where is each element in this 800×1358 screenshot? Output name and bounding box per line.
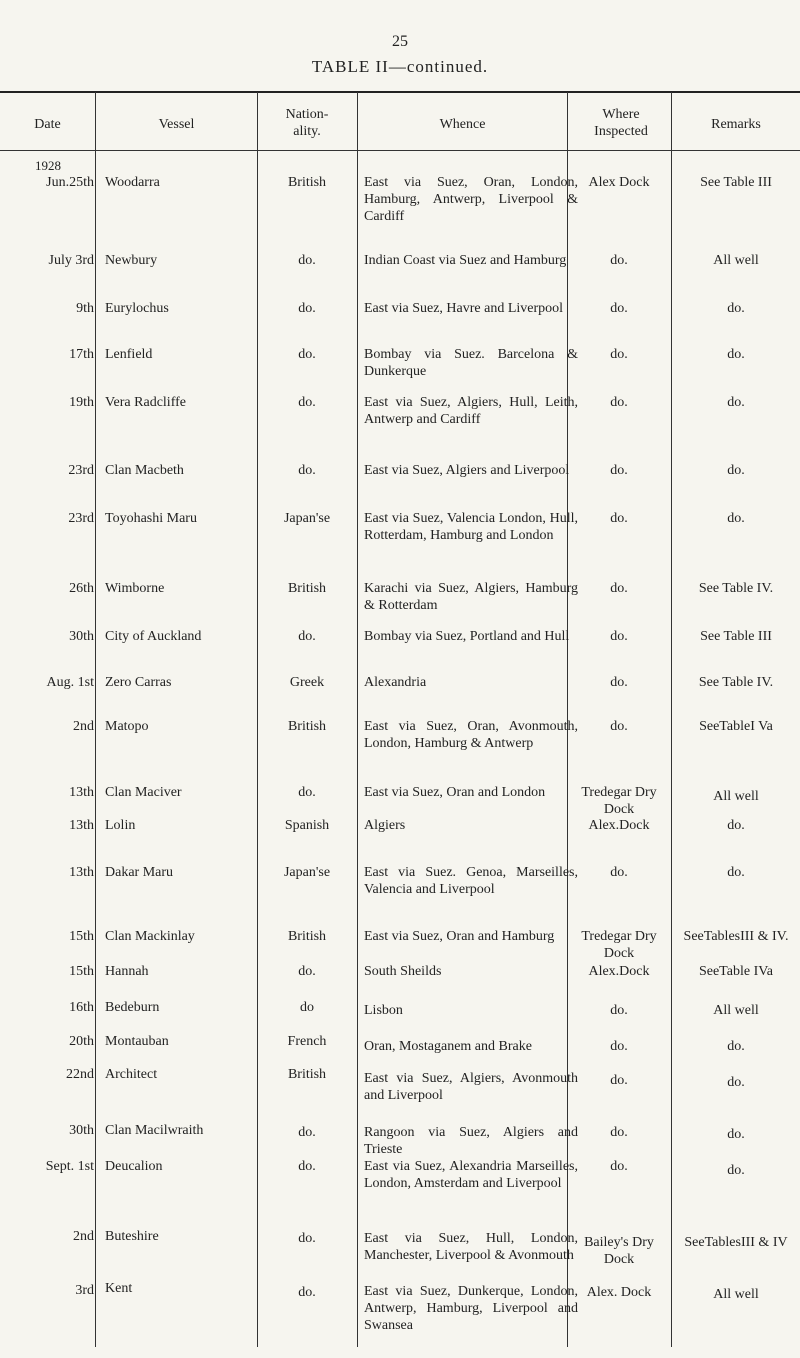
cell-where-inspected: do.	[610, 347, 628, 362]
cell-nationality: Greek	[289, 675, 325, 690]
cell-vessel: Zero Carras	[105, 675, 172, 690]
cell-vessel: Vera Radcliffe	[105, 395, 186, 410]
cell-vessel: Lenfield	[105, 347, 153, 362]
cell-vessel: Eurylochus	[105, 301, 169, 316]
cell-date: 9th	[76, 301, 94, 316]
cell-nationality: do.	[298, 1231, 316, 1246]
cell-where-inspected: Alex.Dock	[588, 818, 650, 833]
cell-where-inspected: Alex. Dock	[586, 1285, 652, 1300]
cell-where-inspected: do.	[610, 1073, 628, 1088]
cell-date: 3rd	[75, 1283, 94, 1298]
cell-date: 16th	[69, 1000, 94, 1015]
cell-remarks: See Table III	[700, 629, 772, 644]
cell-remarks: All well	[713, 1003, 759, 1018]
cell-where-inspected: do.	[610, 301, 628, 316]
cell-date: 20th	[69, 1034, 94, 1049]
cell-remarks: All well	[713, 253, 759, 268]
cell-where-inspected: Alex.Dock	[588, 964, 650, 979]
cell-vessel: Montauban	[105, 1034, 169, 1049]
cell-whence: Rangoon via Suez, Algiers and Trieste	[364, 1125, 578, 1157]
cell-remarks: do.	[727, 1163, 745, 1178]
cell-whence: East via Suez, Algiers, Hull, Leith, Antwerp and Cardiff	[364, 395, 578, 427]
cell-remarks: SeeTablesIII & IV	[684, 1235, 788, 1250]
cell-remarks: SeeTablesIII & IV.	[683, 929, 789, 944]
cell-date: 13th	[69, 865, 94, 880]
cell-where-inspected: do.	[610, 865, 628, 880]
cell-where-inspected: do.	[610, 581, 628, 596]
cell-date: 19th	[69, 395, 94, 410]
cell-remarks: do.	[727, 818, 745, 833]
cell-remarks: do.	[727, 301, 745, 316]
cell-vessel: Dakar Maru	[105, 865, 174, 880]
cell-whence: Karachi via Suez, Algiers, Hamburg & Rotterdam	[364, 581, 578, 613]
cell-nationality: Japan'se	[283, 511, 331, 526]
cell-whence: East via Suez, Oran, Avonmouth, London, Hamburg & Antwerp	[364, 719, 578, 751]
cell-remarks: SeeTableI Va	[699, 719, 773, 734]
column-divider	[95, 92, 96, 1347]
cell-nationality: British	[287, 1067, 327, 1082]
cell-whence: Bombay via Suez. Barcelona & Dunkerque	[364, 347, 578, 379]
cell-vessel: Clan Macilwraith	[105, 1123, 204, 1138]
cell-remarks: do.	[727, 865, 745, 880]
cell-vessel: Buteshire	[105, 1229, 159, 1244]
cell-vessel: Matopo	[105, 719, 149, 734]
cell-date: 17th	[69, 347, 94, 362]
cell-where-inspected: do.	[610, 1159, 628, 1174]
cell-nationality: do.	[298, 629, 316, 644]
cell-whence: Indian Coast via Suez and Hamburg	[364, 253, 567, 268]
cell-date: 15th	[69, 929, 94, 944]
cell-nationality: do.	[298, 301, 316, 316]
cell-remarks: do.	[727, 1075, 745, 1090]
cell-where-inspected: do.	[610, 463, 628, 478]
page-number: 25	[392, 33, 408, 50]
cell-nationality: do.	[298, 463, 316, 478]
cell-date: 30th	[69, 1123, 94, 1138]
cell-whence: Bombay via Suez, Portland and Hull	[364, 629, 570, 644]
cell-whence: Lisbon	[364, 1003, 403, 1018]
cell-whence: East via Suez. Genoa, Marseilles, Valencia and Liverpool	[364, 865, 578, 897]
cell-remarks: See Table IV.	[698, 675, 774, 690]
cell-date: Jun.25th	[46, 175, 94, 190]
cell-remarks: do.	[727, 511, 745, 526]
page-title: TABLE II—continued.	[311, 57, 489, 76]
cell-nationality: Spanish	[284, 818, 330, 833]
cell-whence: Alexandria	[364, 675, 427, 690]
cell-whence: East via Suez, Havre and Liverpool	[364, 301, 564, 316]
column-divider	[357, 92, 358, 1347]
cell-whence: East via Suez, Oran, London, Hamburg, Antwerp, Liverpool & Cardiff	[364, 175, 578, 224]
cell-where-inspected: do.	[610, 253, 628, 268]
cell-remarks: SeeTable IVa	[698, 964, 774, 979]
cell-remarks: All well	[713, 1287, 759, 1302]
cell-whence: Algiers	[364, 818, 406, 833]
cell-nationality: British	[287, 581, 327, 596]
cell-date: 26th	[69, 581, 94, 596]
cell-date: 23rd	[68, 511, 94, 526]
cell-vessel: City of Auckland	[105, 629, 202, 644]
column-header-date: Date	[34, 117, 61, 132]
cell-whence: East via Suez, Algiers, Avonmouth and Liverpool	[364, 1071, 578, 1103]
cell-nationality: French	[287, 1034, 327, 1049]
cell-nationality: British	[287, 719, 327, 734]
cell-nationality: do.	[298, 785, 316, 800]
cell-vessel: Woodarra	[105, 175, 160, 190]
column-header-nationality: Nation- ality.	[285, 107, 329, 139]
cell-vessel: Clan Maciver	[105, 785, 182, 800]
cell-remarks: See Table III	[700, 175, 772, 190]
cell-nationality: do.	[298, 1159, 316, 1174]
cell-remarks: do.	[727, 463, 745, 478]
cell-nationality: do.	[298, 1285, 316, 1300]
cell-where-inspected: do.	[610, 395, 628, 410]
cell-where-inspected: Alex Dock	[588, 175, 650, 190]
cell-date: 13th	[69, 818, 94, 833]
cell-where-inspected: do.	[610, 629, 628, 644]
cell-date: 2nd	[73, 719, 94, 734]
cell-nationality: do.	[298, 253, 316, 268]
cell-date: 2nd	[73, 1229, 94, 1244]
cell-vessel: Hannah	[105, 964, 149, 979]
cell-date: Aug. 1st	[46, 675, 94, 690]
cell-nationality: British	[287, 929, 327, 944]
cell-where-inspected: do.	[610, 675, 628, 690]
cell-where-inspected: do.	[610, 511, 628, 526]
cell-nationality: do.	[298, 964, 316, 979]
cell-whence: East via Suez, Alexandria Marseilles, London, Amsterdam and Liverpool	[364, 1159, 578, 1191]
cell-where-inspected: Tredegar Dry Dock	[581, 929, 657, 961]
cell-vessel: Lolin	[105, 818, 136, 833]
header-rule	[0, 150, 800, 151]
cell-date: 23rd	[68, 463, 94, 478]
cell-whence: Oran, Mostaganem and Brake	[364, 1039, 532, 1054]
cell-remarks: do.	[727, 1127, 745, 1142]
cell-whence: East via Suez, Algiers and Liverpool	[364, 463, 570, 478]
cell-where-inspected: do.	[610, 1003, 628, 1018]
cell-remarks: do.	[727, 1039, 745, 1054]
column-header-whence: Whence	[439, 117, 486, 132]
cell-vessel: Clan Macbeth	[105, 463, 184, 478]
cell-whence: East via Suez, Valencia London, Hull, Rotterdam, Hamburg and London	[364, 511, 578, 543]
cell-date: July 3rd	[48, 253, 94, 268]
cell-remarks: do.	[727, 395, 745, 410]
top-rule	[0, 91, 800, 93]
cell-nationality: do.	[298, 1125, 316, 1140]
cell-where-inspected: do.	[610, 719, 628, 734]
cell-where-inspected: Bailey's Dry Dock	[584, 1235, 654, 1267]
cell-where-inspected: do.	[610, 1039, 628, 1054]
cell-vessel: Newbury	[105, 253, 158, 268]
cell-whence: East via Suez, Dunkerque, London, Antwerp, Hamburg, Liverpool and Swansea	[364, 1284, 578, 1333]
column-header-where: Where Inspected	[594, 107, 648, 139]
cell-vessel: Deucalion	[105, 1159, 163, 1174]
cell-vessel: Kent	[105, 1281, 133, 1296]
cell-remarks: All well	[713, 789, 759, 804]
cell-date: 22nd	[66, 1067, 94, 1082]
cell-vessel: Bedeburn	[105, 1000, 160, 1015]
cell-nationality: British	[287, 175, 327, 190]
cell-nationality: do	[300, 1000, 314, 1015]
year-label: 1928	[35, 158, 61, 173]
cell-where-inspected: do.	[610, 1125, 628, 1140]
cell-date: 15th	[69, 964, 94, 979]
column-header-vessel: Vessel	[158, 117, 195, 132]
cell-vessel: Wimborne	[105, 581, 165, 596]
cell-remarks: do.	[727, 347, 745, 362]
cell-vessel: Toyohashi Maru	[105, 511, 197, 526]
cell-date: 30th	[69, 629, 94, 644]
cell-date: Sept. 1st	[45, 1159, 94, 1174]
cell-nationality: Japan'se	[283, 865, 331, 880]
cell-where-inspected: Tredegar Dry Dock	[581, 785, 657, 817]
cell-vessel: Architect	[105, 1067, 158, 1082]
column-header-remarks: Remarks	[711, 117, 761, 132]
cell-whence: East via Suez, Oran and Hamburg	[364, 929, 555, 944]
cell-nationality: do.	[298, 347, 316, 362]
cell-remarks: See Table IV.	[698, 581, 774, 596]
cell-nationality: do.	[298, 395, 316, 410]
cell-whence: East via Suez, Hull, London, Manchester, Liverpool & Avonmouth	[364, 1231, 578, 1263]
cell-whence: South Sheilds	[364, 964, 442, 979]
cell-vessel: Clan Mackinlay	[105, 929, 195, 944]
cell-date: 13th	[69, 785, 94, 800]
cell-whence: East via Suez, Oran and London	[364, 785, 546, 800]
